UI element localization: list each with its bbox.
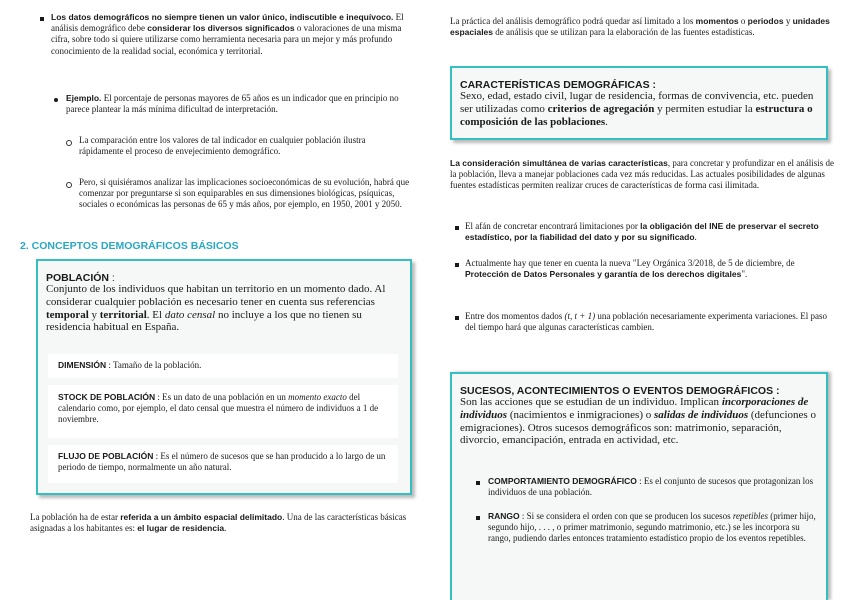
text: . — [605, 115, 608, 128]
text: . El — [146, 308, 165, 321]
text: (primer hijo, segundo hijo, . . . , o primer matrimonio, segundo matrimonio, etc.) se les incorpora su rango, pudiendo darles entonces tratamiento estadístico propio de los eventos repetibles. — [488, 511, 816, 544]
text: El análisis demográfico debe — [51, 12, 404, 34]
text: (defunciones o emigraciones). Otros sucesos demográficos son: matrimonio, separación, divorcio, emancipación, entrada en actividad, etc. — [460, 408, 816, 447]
bold-text: criterios de agregación — [547, 102, 655, 115]
bold-text: territorial — [99, 308, 147, 321]
box-title: POBLACIÓN — [46, 272, 109, 284]
paragraph-momentos — [465, 311, 831, 333]
text: Conjunto de los individuos que habitan un territorio en un momento dado. Al considerar cualquier población es necesario tener en cuenta sus referencias — [46, 283, 386, 308]
italic-text: repetibles — [732, 511, 768, 521]
dimension-label: DIMENSIÓN — [58, 360, 107, 370]
text: : Es el conjunto de sucesos que protagonizan los individuos de una población. — [488, 476, 814, 498]
comportamiento-text — [488, 476, 818, 498]
poblacion-box — [36, 259, 412, 495]
text: : Es un dato de una población en un — [155, 392, 289, 402]
rango-label: RANGO — [488, 511, 520, 521]
text: o valoraciones de una misma cifra, sobre todo si quiere utilizarse como herramienta necesaria para un mejor y más profundo conocimiento de la realidad social, económica y territorial. — [51, 23, 402, 56]
math-text: (t, t + 1) — [564, 311, 596, 321]
paragraph-ine — [465, 221, 831, 243]
text: La práctica del análisis demográfico podrá quedar así limitado a los — [450, 16, 696, 26]
bold-text: La consideración simultánea de varias características — [450, 158, 668, 168]
text: : Si se considera el orden con que se producen los sucesos — [519, 511, 733, 521]
text: o — [738, 16, 748, 26]
bullet-square-icon — [476, 481, 480, 485]
text: y — [88, 308, 100, 321]
text: El afán de concretar encontrará limitaciones por — [465, 221, 641, 231]
text: : Es el número de sucesos que se han producido a lo largo de un periodo de tiempo, normalmente un año natural. — [58, 451, 386, 473]
italic-text: momento exacto — [288, 392, 347, 402]
bold-text: temporal — [46, 308, 89, 321]
bold-text: Protección de Datos Personales y garantía de los derechos digitales — [465, 269, 742, 280]
caracteristicas-text — [460, 90, 822, 128]
bold-italic-text: incorporaciones de individuos — [460, 396, 809, 421]
bold-text: considerar los diversos significados — [147, 23, 295, 34]
colon: : — [109, 272, 115, 284]
text: Actualmente hay que tener en cuenta la nueva "Ley Orgánica 3/2018, de 5 de diciembre, de — [465, 258, 795, 268]
poblacion-definition — [46, 283, 404, 334]
stock-label: STOCK DE POBLACIÓN — [58, 392, 156, 402]
text: Son las acciones que se estudian de un individuo. Implican — [460, 396, 722, 408]
bold-text: periodos — [747, 16, 784, 26]
text: del calendario como, por ejemplo, el dato censal que muestra el número de individuos a 1 de noviembre. — [58, 392, 379, 425]
flujo-box — [48, 445, 398, 483]
text: Entre dos momentos dados — [465, 311, 565, 321]
bold-lead: Ejemplo. — [66, 93, 102, 103]
text: de análisis que se utilizan para la elaboración de las fuentes estadísticas. — [493, 27, 755, 38]
stock-box — [48, 385, 398, 438]
text: . — [224, 523, 227, 534]
bullet-circle-icon — [66, 140, 72, 146]
bold-text: la obligación del INE de preservar el secreto estadístico, por la fiabilidad del dato y por su significado — [465, 221, 819, 243]
text: : Tamaño de la población. — [106, 360, 202, 370]
dimension-text — [58, 360, 201, 371]
bold-text: unidades espaciales — [450, 16, 830, 38]
flujo-label: FLUJO DE POBLACIÓN — [58, 451, 154, 461]
text: El porcentaje de personas mayores de 65 años es un indicador que en principio no parece plantear la más mínima dificultad de interpretación. — [66, 93, 399, 115]
bold-italic-text: salidas de individuos — [654, 408, 749, 421]
bold-text: referida a un ámbito espacial delimitado — [120, 512, 283, 522]
sucesos-box — [450, 372, 828, 600]
paragraph-ejemplo — [66, 93, 410, 115]
paragraph-ambito-espacial — [30, 512, 412, 534]
caracteristicas-box — [450, 66, 828, 140]
bullet-square-icon — [455, 226, 459, 230]
text: La población ha de estar — [30, 512, 121, 522]
bold-text: momentos — [695, 16, 739, 26]
stock-text — [58, 392, 390, 426]
flujo-text — [58, 451, 390, 473]
paragraph-practica — [450, 16, 834, 38]
text: Sexo, edad, estado civil, lugar de residencia, formas de convivencia, etc. pueden ser utilizadas como — [460, 90, 814, 115]
text: una población necesariamente experimenta variaciones. El paso del tiempo hará que algunas características cambien. — [465, 311, 827, 333]
italic-text: dato censal — [164, 308, 216, 321]
sucesos-text — [460, 396, 822, 447]
bold-lead: Los datos demográficos no siempre tienen un valor único, indiscutible e inequívoco. — [51, 12, 394, 22]
bullet-square-icon — [455, 316, 459, 320]
colon: : — [773, 385, 780, 397]
paragraph-implicaciones: Pero, si quisiéramos analizar las implicaciones socioeconómicas de su evolución, habrá que comenzar por preguntarse si son equiparables en sus dimensiones biológicas, psíquicas, sociales o económicas las personas de 65 y más años, por ejemplo, en 1950, 2001 y 2050. — [79, 177, 410, 210]
text: y permiten estudiar la — [654, 102, 756, 115]
bullet-square-icon — [40, 17, 44, 21]
rango-text — [488, 511, 818, 545]
text: y — [783, 16, 793, 26]
bullet-circle-icon — [66, 182, 72, 188]
bullet-dot-icon — [54, 98, 58, 102]
bullet-square-icon — [476, 516, 480, 520]
box-title: CARACTERÍSTICAS DEMOGRÁFICAS — [460, 79, 650, 91]
paragraph-comparacion: La comparación entre los valores de tal indicador en cualquier población ilustra rápidamente el proceso de envejecimiento demográfico. — [79, 135, 366, 157]
paragraph-datos-demograficos — [51, 12, 413, 57]
box-title: SUCESOS, ACONTECIMIENTOS O EVENTOS DEMOGRÁFICOS — [460, 385, 774, 397]
text: no incluye a los que no tienen su residencia habitual en España. — [46, 308, 362, 334]
paragraph-consideracion — [450, 158, 834, 192]
paragraph-ley — [465, 258, 831, 280]
text: , para concretar y profundizar en el análisis de la población, lleva a manejar poblaciones cada vez más reducidas. Las actuales posibilidades de algunas fuentes estadísticas permiten realizar cruces de características de forma casi ilimitada. — [450, 158, 834, 191]
text: . — [694, 232, 697, 243]
bullet-square-icon — [455, 263, 459, 267]
bold-text: estructura o composición de las poblaciones — [460, 102, 813, 128]
bold-text: el lugar de residencia — [137, 523, 225, 534]
comportamiento-label: COMPORTAMIENTO DEMOGRÁFICO — [488, 476, 637, 486]
dimension-box — [48, 354, 398, 378]
colon: : — [649, 79, 657, 91]
text: ". — [741, 269, 748, 280]
section-heading: 2. CONCEPTOS DEMOGRÁFICOS BÁSICOS — [20, 240, 239, 252]
text: (nacimientos e inmigraciones) o — [507, 408, 655, 421]
text: . Una de las características básicas asignadas a los habitantes es: — [30, 512, 407, 534]
